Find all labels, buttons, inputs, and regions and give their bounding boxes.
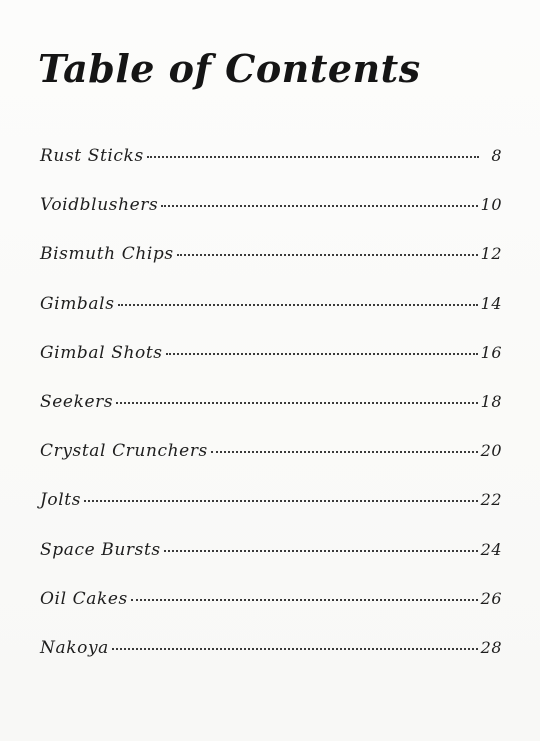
toc-entry-gimbal-shots — [40, 343, 502, 392]
toc-entry-label: Seekers — [40, 391, 114, 412]
toc-entry-page-number: 16 — [480, 342, 502, 362]
dot-leader — [164, 550, 478, 552]
toc-entry-nakoya — [40, 638, 502, 687]
toc-entry-rust-sticks — [40, 146, 502, 195]
toc-entry-bismuth-chips — [40, 244, 502, 293]
toc-entry-page-number: 22 — [480, 490, 502, 510]
toc-entry-label: Voidblushers — [40, 195, 159, 216]
toc-entry-page-number: 20 — [480, 441, 502, 461]
toc-entry-label: Jolts — [40, 490, 82, 511]
dot-leader — [131, 599, 478, 601]
toc-entry-page-number: 18 — [480, 391, 502, 411]
toc-entry-page-number: 10 — [480, 195, 502, 215]
toc-entry-page-number: 26 — [480, 588, 502, 608]
toc-entry-jolts — [40, 490, 502, 539]
toc-entry-oil-cakes — [40, 589, 502, 638]
toc-entry-label: Rust Sticks — [40, 146, 144, 166]
toc-entry-gimbals — [40, 294, 502, 343]
page-title: Table of Contents — [38, 46, 421, 91]
toc-entry-label: Space Bursts — [40, 539, 161, 560]
dot-leader — [118, 304, 478, 306]
dot-leader — [177, 254, 478, 256]
toc-entry-page-number: 28 — [480, 637, 502, 657]
toc-entry-label: Oil Cakes — [40, 588, 128, 609]
toc-entry-space-bursts — [40, 540, 502, 589]
toc-entry-page-number: 12 — [480, 244, 502, 264]
toc-entry-page-number: 8 — [491, 146, 502, 165]
dot-leader — [211, 451, 478, 453]
dot-leader — [116, 402, 477, 404]
table-of-contents — [40, 146, 502, 687]
toc-entry-crystal-crunchers — [40, 441, 502, 490]
dot-leader — [84, 500, 478, 502]
toc-entry-label: Crystal Crunchers — [40, 441, 208, 462]
dot-leader — [147, 156, 479, 158]
toc-entry-page-number: 14 — [480, 293, 502, 313]
dot-leader — [166, 353, 478, 355]
toc-entry-label: Bismuth Chips — [40, 244, 174, 265]
toc-entry-label: Gimbal Shots — [40, 342, 163, 363]
dot-leader — [112, 648, 478, 650]
dot-leader — [161, 205, 477, 207]
toc-entry-voidblushers — [40, 195, 502, 244]
toc-entry-label: Gimbals — [40, 293, 115, 314]
toc-entry-page-number: 24 — [480, 539, 502, 559]
toc-entry-label: Nakoya — [40, 637, 109, 658]
toc-entry-seekers — [40, 392, 502, 441]
